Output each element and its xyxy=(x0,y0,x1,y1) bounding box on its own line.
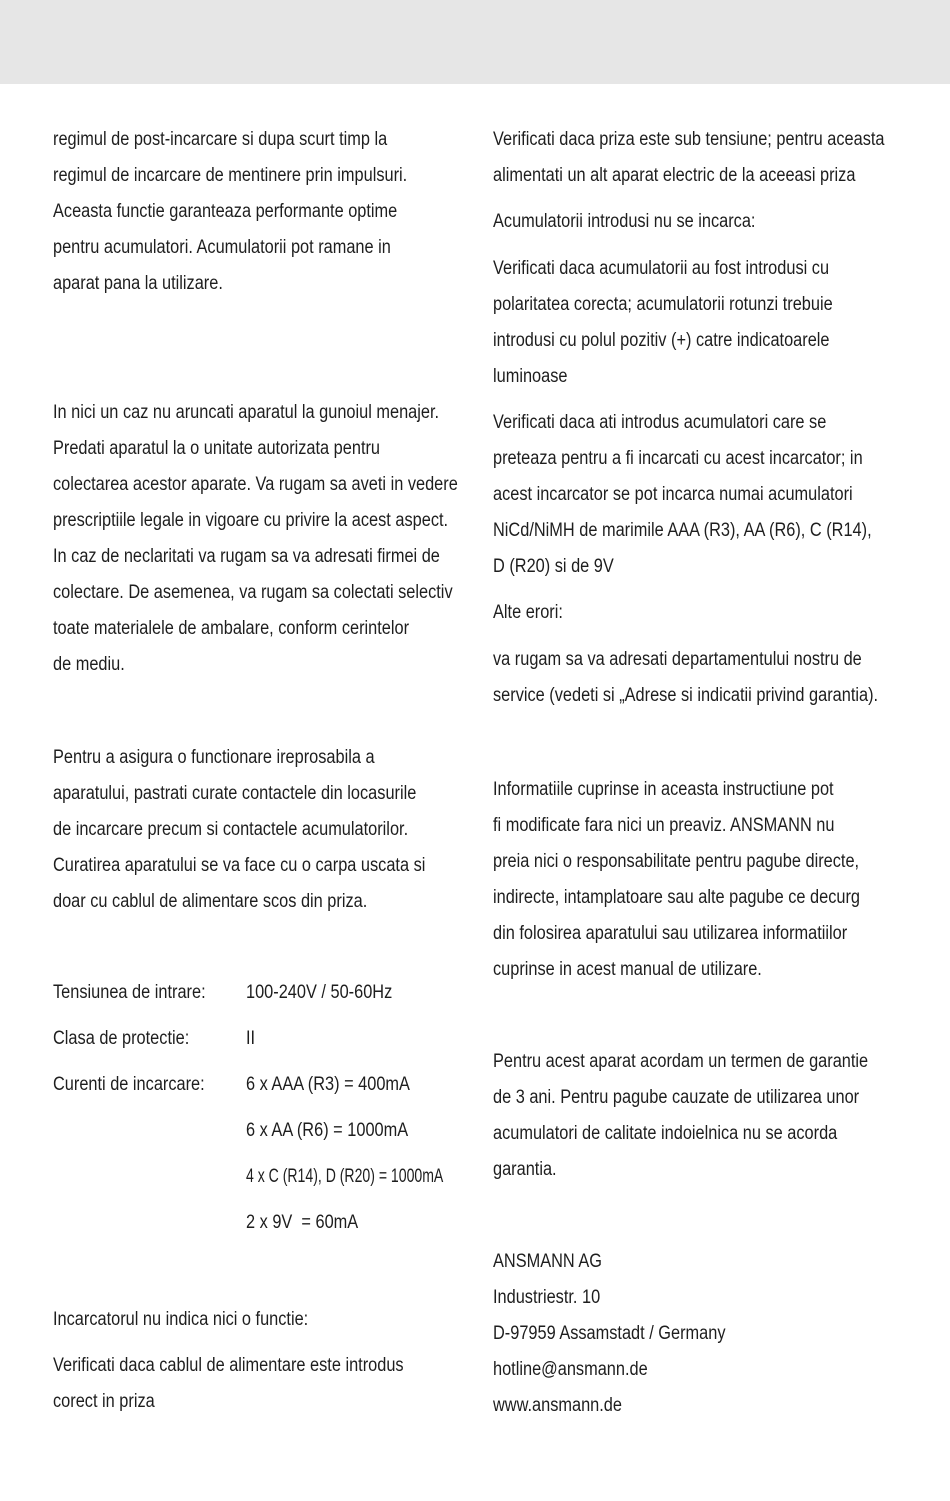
text-line: introdusi cu polul pozitiv (+) catre indicatoarele xyxy=(493,330,830,351)
text-line: indirecte, intamplatoare sau alte pagube ce decurg xyxy=(493,887,860,908)
paragraph-check-cable xyxy=(53,1348,474,1420)
text-line: colectare. De asemenea, va rugam sa colectati selectiv xyxy=(53,582,453,603)
text-line: aparatului, pastrati curate contactele din locasurile xyxy=(53,783,417,804)
text-line: Verificati daca priza este sub tensiune; pentru aceasta xyxy=(493,129,885,150)
text-line: polaritatea corecta; acumulatorii rotunzi trebuie xyxy=(493,294,833,315)
text-line: doar cu cablul de alimentare scos din priza. xyxy=(53,891,368,912)
paragraph-charging-mode xyxy=(53,122,474,302)
paragraph-service xyxy=(493,642,914,714)
text-line: Pentru a asigura o functionare ireprosabila a xyxy=(53,747,375,768)
text-line: corect in priza xyxy=(53,1391,155,1412)
text-line: In nici un caz nu aruncati aparatul la gunoiul menajer. xyxy=(53,402,440,423)
spec-label: Tensiunea de intrare: xyxy=(53,982,206,1003)
text-line: Verificati daca cablul de alimentare este introdus xyxy=(53,1355,404,1376)
text-line: D (R20) si de 9V xyxy=(493,556,614,577)
heading-other-errors xyxy=(493,595,914,631)
address-street: Industriestr. 10 xyxy=(493,1287,601,1308)
paragraph-check-socket xyxy=(493,122,914,194)
text-line: In caz de neclaritati va rugam sa va adresati firmei de xyxy=(53,546,440,567)
text-line: Aceasta functie garanteaza performante optime xyxy=(53,201,398,222)
text-line: Alte erori: xyxy=(493,602,563,623)
paragraph-disposal xyxy=(53,395,474,683)
text-line: regimul de post-incarcare si dupa scurt timp la xyxy=(53,129,388,150)
text-line: de incarcare precum si contactele acumulatorilor. xyxy=(53,819,409,840)
text-line: acest incarcator se pot incarca numai acumulatori xyxy=(493,484,853,505)
spec-value: 100-240V / 50-60Hz xyxy=(246,982,393,1003)
text-line: aparat pana la utilizare. xyxy=(53,273,223,294)
company-address xyxy=(493,1244,914,1424)
paragraph-polarity xyxy=(493,251,914,395)
text-line: luminoase xyxy=(493,366,568,387)
text-line: Verificati daca acumulatorii au fost introdusi cu xyxy=(493,258,830,279)
spec-value: II xyxy=(246,1028,256,1049)
text-line: Incarcatorul nu indica nici o functie: xyxy=(53,1309,309,1330)
text-line: acumulatori de calitate indoielnica nu se acorda xyxy=(493,1123,838,1144)
text-line: alimentati un alt aparat electric de la aceeasi priza xyxy=(493,165,856,186)
paragraph-battery-types xyxy=(493,405,914,585)
company-name: ANSMANN AG xyxy=(493,1251,602,1272)
spec-value: 2 x 9V = 60mA xyxy=(246,1212,359,1233)
text-line: garantia. xyxy=(493,1159,557,1180)
spec-value: 6 x AA (R6) = 1000mA xyxy=(246,1120,409,1141)
text-line: preteaza pentru a fi incarcati cu acest incarcator; in xyxy=(493,448,863,469)
text-line: pentru acumulatori. Acumulatorii pot ramane in xyxy=(53,237,391,258)
header-bar xyxy=(0,0,950,84)
text-line: fi modificate fara nici un preaviz. ANSMANN nu xyxy=(493,815,835,836)
text-line: Predati aparatul la o unitate autorizata pentru xyxy=(53,438,381,459)
text-line: din folosirea aparatului sau utilizarea informatiilor xyxy=(493,923,848,944)
heading-no-function xyxy=(53,1302,474,1338)
text-line: Acumulatorii introdusi nu se incarca: xyxy=(493,211,756,232)
heading-not-charging xyxy=(493,204,914,240)
text-line: toate materialele de ambalare, conform cerintelor xyxy=(53,618,410,639)
text-line: regimul de incarcare de mentinere prin impulsuri. xyxy=(53,165,408,186)
text-line: de 3 ani. Pentru pagube cauzate de utilizarea unor xyxy=(493,1087,860,1108)
text-line: Verificati daca ati introdus acumulatori care se xyxy=(493,412,827,433)
text-line: Curatirea aparatului se va face cu o carpa uscata si xyxy=(53,855,426,876)
address-city: D-97959 Assamstadt / Germany xyxy=(493,1323,726,1344)
text-line: cuprinse in acest manual de utilizare. xyxy=(493,959,762,980)
text-line: preia nici o responsabilitate pentru pagube directe, xyxy=(493,851,860,872)
paragraph-warranty xyxy=(493,1044,914,1188)
spec-label: Curenti de incarcare: xyxy=(53,1074,205,1095)
text-line: service (vedeti si „Adrese si indicatii privind garantia). xyxy=(493,685,879,706)
website: www.ansmann.de xyxy=(493,1395,622,1416)
text-line: Pentru acest aparat acordam un termen de garantie xyxy=(493,1051,869,1072)
hotline-email: hotline@ansmann.de xyxy=(493,1359,648,1380)
text-line: prescriptiile legale in vigoare cu privire la acest aspect. xyxy=(53,510,449,531)
paragraph-disclaimer xyxy=(493,772,914,988)
text-line: colectarea acestor aparate. Va rugam sa aveti in vedere xyxy=(53,474,458,495)
text-line: NiCd/NiMH de marimile AAA (R3), AA (R6), C (R14), xyxy=(493,520,872,541)
text-line: de mediu. xyxy=(53,654,125,675)
spec-value: 6 x AAA (R3) = 400mA xyxy=(246,1074,410,1095)
paragraph-maintenance xyxy=(53,740,474,920)
text-line: Informatiile cuprinse in aceasta instructiune pot xyxy=(493,779,834,800)
text-line: va rugam sa va adresati departamentului nostru de xyxy=(493,649,862,670)
spec-value: 4 x C (R14), D (R20) = 1000mA xyxy=(246,1166,444,1187)
spec-label: Clasa de protectie: xyxy=(53,1028,190,1049)
